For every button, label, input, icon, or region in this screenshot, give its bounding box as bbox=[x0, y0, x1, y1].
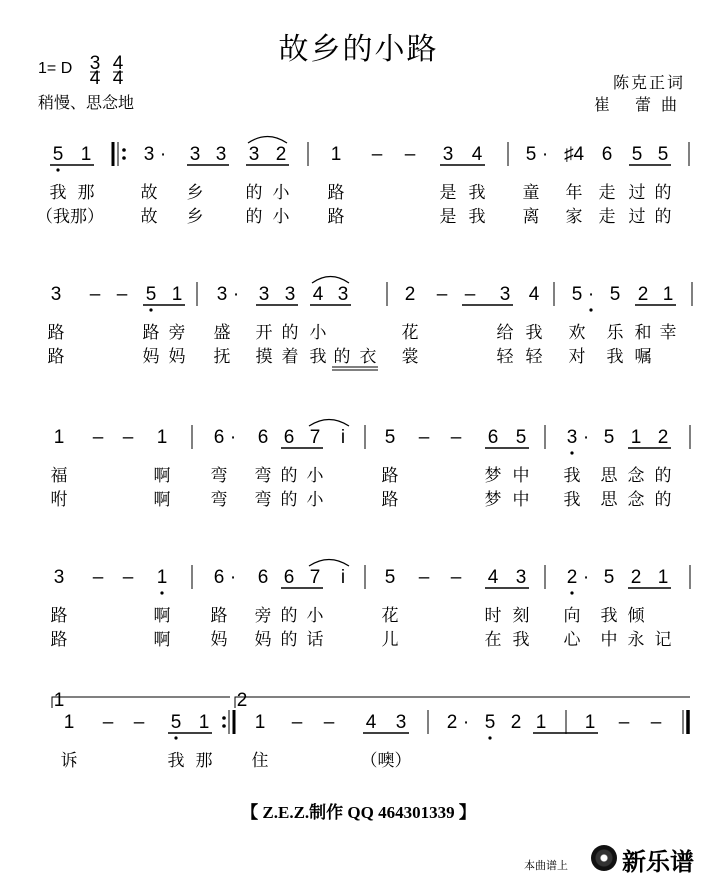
dash-sustain: – bbox=[89, 284, 101, 305]
lyric-verse-2: 思 bbox=[600, 490, 618, 510]
jianpu-note: 1 bbox=[584, 712, 596, 733]
jianpu-note: 4 bbox=[365, 712, 377, 733]
lyric-verse-2: 我 bbox=[468, 207, 486, 227]
jianpu-note: 1 bbox=[330, 144, 342, 165]
lyric-verse-1: 旁 bbox=[254, 606, 272, 626]
dot-augment: · bbox=[229, 427, 237, 448]
dash-sustain: – bbox=[436, 284, 448, 305]
lyric-verse-1: 路 bbox=[47, 323, 65, 343]
jianpu-note: 2 bbox=[404, 284, 416, 305]
lyric-verse-1: 住 bbox=[251, 751, 269, 771]
dash-sustain: – bbox=[418, 427, 430, 448]
lyric-verse-2: 妈 bbox=[210, 630, 228, 650]
dash-sustain: – bbox=[133, 712, 145, 733]
dot-augment: · bbox=[229, 567, 237, 588]
lyric-verse-2: 对 bbox=[568, 347, 586, 367]
lyric-verse-1: 小 bbox=[306, 466, 324, 486]
lyric-verse-2: 啊 bbox=[153, 490, 171, 510]
lyric-verse-1: 和 bbox=[634, 323, 652, 343]
lyric-verse-1: 的 bbox=[654, 183, 672, 203]
low-octave-dot bbox=[488, 736, 491, 739]
jianpu-note: 5 bbox=[515, 427, 527, 448]
lyric-verse-2: 妈 bbox=[168, 347, 186, 367]
jianpu-note: 3 bbox=[499, 284, 511, 305]
tempo-marking: 稍慢、思念地 bbox=[38, 93, 135, 112]
lyric-verse-1: 年 bbox=[565, 183, 583, 203]
jianpu-note: 2 bbox=[630, 567, 642, 588]
jianpu-note: 3 bbox=[143, 144, 155, 165]
time-sig-numerator: 4 bbox=[112, 53, 124, 74]
repeat-dot bbox=[222, 724, 226, 728]
jianpu-note: 3 bbox=[248, 144, 260, 165]
lyric-verse-1: 路 bbox=[142, 323, 160, 343]
jianpu-note: 1 bbox=[254, 712, 266, 733]
lyric-verse-2: 路 bbox=[327, 207, 345, 227]
lyric-verse-1: 旁 bbox=[168, 323, 186, 343]
dash-sustain: – bbox=[404, 144, 416, 165]
lyric-verse-1: 倾 bbox=[627, 606, 645, 626]
dash-sustain: – bbox=[122, 427, 134, 448]
lyric-verse-2: 我 bbox=[512, 630, 530, 650]
jianpu-note: 5 bbox=[384, 427, 396, 448]
volta-number-2: 2 bbox=[236, 690, 248, 711]
jianpu-note: 2 bbox=[637, 284, 649, 305]
jianpu-note: 5 bbox=[484, 712, 496, 733]
jianpu-note: 3 bbox=[53, 567, 65, 588]
lyric-verse-1: 乡 bbox=[186, 183, 204, 203]
lyric-verse-1: 向 bbox=[563, 606, 581, 626]
lyric-verse-1: 是 bbox=[439, 183, 457, 203]
lyric-verse-1: 的 bbox=[280, 466, 298, 486]
lyric-verse-1: 我 bbox=[600, 606, 618, 626]
lyricist-credit: 陈克正词 bbox=[612, 73, 685, 92]
lyric-verse-1: 思 bbox=[600, 466, 618, 486]
slur-arc bbox=[312, 277, 349, 284]
dash-sustain: – bbox=[122, 567, 134, 588]
song-title: 故乡的小路 bbox=[278, 32, 439, 67]
jianpu-note: 6 bbox=[283, 567, 295, 588]
jianpu-note: 3 bbox=[566, 427, 578, 448]
jianpu-note: 1 bbox=[657, 567, 669, 588]
jianpu-note: 5 bbox=[170, 712, 182, 733]
lyric-verse-1: 啊 bbox=[153, 466, 171, 486]
lyric-verse-2: 小 bbox=[306, 490, 324, 510]
low-octave-dot bbox=[589, 308, 592, 311]
lyric-verse-2: 在 bbox=[484, 630, 502, 650]
jianpu-note: 2 bbox=[446, 712, 458, 733]
lyric-verse-2: 儿 bbox=[381, 630, 399, 650]
jianpu-note: 1 bbox=[630, 427, 642, 448]
lyric-verse-1: 路 bbox=[210, 606, 228, 626]
jianpu-note: 3 bbox=[395, 712, 407, 733]
lyric-verse-1: 幸 bbox=[659, 323, 677, 343]
lyric-verse-1: 路 bbox=[381, 466, 399, 486]
lyric-verse-1: 的 bbox=[245, 183, 263, 203]
time-sig-denominator: 4 bbox=[89, 68, 101, 89]
jianpu-note: 7 bbox=[309, 567, 321, 588]
lyric-verse-1: 刻 bbox=[512, 606, 530, 626]
jianpu-note: 7 bbox=[309, 427, 321, 448]
volta-number-1: 1 bbox=[53, 690, 65, 711]
lyric-verse-2: 心 bbox=[563, 630, 581, 650]
lyric-verse-2: 的 bbox=[280, 630, 298, 650]
lyric-verse-2: 念 bbox=[627, 490, 645, 510]
lyric-verse-2: 离 bbox=[522, 207, 540, 227]
jianpu-note: 5 bbox=[384, 567, 396, 588]
lyric-verse-2: 轻 bbox=[496, 347, 514, 367]
jianpu-note: 1 bbox=[198, 712, 210, 733]
jianpu-note: 5 bbox=[145, 284, 157, 305]
lyric-verse-2: 妈 bbox=[142, 347, 160, 367]
lyric-verse-1: 花 bbox=[401, 323, 419, 343]
dash-sustain: – bbox=[92, 567, 104, 588]
lyric-verse-2: 路 bbox=[47, 347, 65, 367]
composer-credit: 崔 蕾曲 bbox=[593, 95, 687, 114]
dash-sustain: – bbox=[418, 567, 430, 588]
jianpu-note: 1 bbox=[63, 712, 75, 733]
lyric-verse-2: 衣 bbox=[359, 347, 377, 367]
dot-augment: · bbox=[541, 144, 549, 165]
key-label: 1= D bbox=[38, 60, 73, 77]
lyric-verse-2: 的 bbox=[654, 207, 672, 227]
lyric-verse-2: 的 bbox=[280, 490, 298, 510]
lyric-verse-2: 的 bbox=[245, 207, 263, 227]
jianpu-note: 1 bbox=[171, 284, 183, 305]
jianpu-note: 1 bbox=[535, 712, 547, 733]
jianpu-note: 3 bbox=[337, 284, 349, 305]
lyric-verse-2: 嘱 bbox=[634, 347, 652, 367]
jianpu-note: 3 bbox=[50, 284, 62, 305]
lyric-verse-2: 我 bbox=[309, 347, 327, 367]
lyric-verse-2: 走 bbox=[598, 207, 616, 227]
dot-augment: · bbox=[582, 427, 590, 448]
lyric-verse-1: 乐 bbox=[606, 323, 624, 343]
lyric-verse-1: （噢） bbox=[360, 751, 412, 771]
volta-bracket-1 bbox=[52, 697, 230, 708]
jianpu-note: 2 bbox=[275, 144, 287, 165]
lyric-verse-1: 我 bbox=[49, 183, 67, 203]
lyric-verse-1: 的 bbox=[281, 323, 299, 343]
lyric-verse-2: 乡 bbox=[186, 207, 204, 227]
jianpu-note: 1 bbox=[156, 427, 168, 448]
jianpu-note: 1 bbox=[80, 144, 92, 165]
lyric-verse-2: 抚 bbox=[213, 347, 231, 367]
lyric-verse-2: 路 bbox=[381, 490, 399, 510]
jianpu-note: ♯4 bbox=[563, 144, 585, 165]
dash-sustain: – bbox=[618, 712, 630, 733]
repeat-dot bbox=[122, 156, 126, 160]
jianpu-note: 5 bbox=[52, 144, 64, 165]
lyric-verse-1: 那 bbox=[77, 183, 95, 203]
lyric-verse-2: 的 bbox=[654, 490, 672, 510]
footer-note: 本曲谱上 bbox=[524, 859, 568, 872]
lyric-verse-1: 过 bbox=[628, 183, 646, 203]
lyric-verse-1: 我 bbox=[167, 751, 185, 771]
jianpu-note: 6 bbox=[257, 567, 269, 588]
lyric-verse-2: 话 bbox=[306, 630, 324, 650]
lyric-verse-2: 咐 bbox=[50, 490, 68, 510]
jianpu-note: 5 bbox=[603, 567, 615, 588]
jianpu-note: 1 bbox=[156, 567, 168, 588]
jianpu-note: 5 bbox=[609, 284, 621, 305]
site-logo: 新乐谱 bbox=[622, 848, 694, 876]
lyric-verse-1: 那 bbox=[195, 751, 213, 771]
lyric-verse-1: 开 bbox=[255, 323, 273, 343]
dash-sustain: – bbox=[291, 712, 303, 733]
lyric-verse-2: 的 bbox=[333, 347, 351, 367]
dot-augment: · bbox=[232, 284, 240, 305]
jianpu-note: 5 bbox=[657, 144, 669, 165]
lyric-verse-2: 是 bbox=[439, 207, 457, 227]
lyric-verse-2: 轻 bbox=[525, 347, 543, 367]
jianpu-note: 3 bbox=[442, 144, 454, 165]
jianpu-note: 1 bbox=[53, 427, 65, 448]
time-sig-numerator: 3 bbox=[89, 53, 101, 74]
dash-sustain: – bbox=[102, 712, 114, 733]
lyric-verse-1: 小 bbox=[309, 323, 327, 343]
lyric-verse-1: 诉 bbox=[60, 751, 78, 771]
jianpu-note: 3 bbox=[258, 284, 270, 305]
lyric-verse-2: 路 bbox=[50, 630, 68, 650]
slur-arc bbox=[309, 560, 349, 567]
jianpu-note: 5 bbox=[525, 144, 537, 165]
jianpu-note: 2 bbox=[510, 712, 522, 733]
lyric-verse-1: 我 bbox=[468, 183, 486, 203]
lyric-verse-2: 小 bbox=[272, 207, 290, 227]
dot-augment: · bbox=[582, 567, 590, 588]
lyric-verse-1: 我 bbox=[563, 466, 581, 486]
jianpu-note: 6 bbox=[283, 427, 295, 448]
jianpu-note: 6 bbox=[213, 427, 225, 448]
lyric-verse-2: 妈 bbox=[254, 630, 272, 650]
dash-sustain: – bbox=[650, 712, 662, 733]
jianpu-note: 6 bbox=[257, 427, 269, 448]
lyric-verse-2: 裳 bbox=[401, 347, 419, 367]
jianpu-note: 2 bbox=[657, 427, 669, 448]
jianpu-note: 4 bbox=[471, 144, 483, 165]
lyric-verse-1: 啊 bbox=[153, 606, 171, 626]
lyric-verse-1: 时 bbox=[484, 606, 502, 626]
lyric-verse-2: 过 bbox=[628, 207, 646, 227]
lyric-verse-2: （我那） bbox=[36, 207, 104, 227]
jianpu-note: 5 bbox=[631, 144, 643, 165]
jianpu-note: i bbox=[340, 427, 346, 448]
low-octave-dot bbox=[570, 591, 573, 594]
jianpu-note: 6 bbox=[213, 567, 225, 588]
dot-augment: · bbox=[587, 284, 595, 305]
lyric-verse-1: 花 bbox=[381, 606, 399, 626]
dash-sustain: – bbox=[92, 427, 104, 448]
lyric-verse-1: 弯 bbox=[254, 466, 272, 486]
dash-sustain: – bbox=[323, 712, 335, 733]
slur-arc bbox=[309, 420, 349, 427]
low-octave-dot bbox=[570, 451, 573, 454]
lyric-verse-2: 啊 bbox=[153, 630, 171, 650]
dash-sustain: – bbox=[116, 284, 128, 305]
jianpu-note: 2 bbox=[566, 567, 578, 588]
lyric-verse-1: 小 bbox=[306, 606, 324, 626]
lyric-verse-2: 弯 bbox=[254, 490, 272, 510]
jianpu-note: 3 bbox=[216, 284, 228, 305]
lyric-verse-1: 路 bbox=[327, 183, 345, 203]
repeat-dot bbox=[222, 716, 226, 720]
jianpu-note: 4 bbox=[487, 567, 499, 588]
jianpu-note: 1 bbox=[662, 284, 674, 305]
lyric-verse-2: 故 bbox=[140, 207, 158, 227]
lyric-verse-1: 福 bbox=[50, 466, 68, 486]
jianpu-note: 3 bbox=[215, 144, 227, 165]
lyric-verse-2: 中 bbox=[600, 630, 618, 650]
lyric-verse-1: 欢 bbox=[568, 323, 586, 343]
lyric-verse-1: 童 bbox=[522, 183, 540, 203]
dash-sustain: – bbox=[450, 567, 462, 588]
lyric-verse-1: 走 bbox=[598, 183, 616, 203]
dash-sustain: – bbox=[464, 284, 476, 305]
lyric-verse-1: 中 bbox=[512, 466, 530, 486]
lyric-verse-1: 给 bbox=[496, 323, 514, 343]
lyric-verse-2: 中 bbox=[512, 490, 530, 510]
jianpu-note: 4 bbox=[528, 284, 540, 305]
lyric-verse-1: 弯 bbox=[210, 466, 228, 486]
low-octave-dot bbox=[56, 168, 59, 171]
jianpu-note: 5 bbox=[603, 427, 615, 448]
lyric-verse-1: 路 bbox=[50, 606, 68, 626]
time-sig-denominator: 4 bbox=[112, 68, 124, 89]
jianpu-note: 4 bbox=[312, 284, 324, 305]
lyric-verse-2: 梦 bbox=[484, 490, 502, 510]
lyric-verse-1: 的 bbox=[280, 606, 298, 626]
jianpu-note: 3 bbox=[515, 567, 527, 588]
lyric-verse-1: 故 bbox=[140, 183, 158, 203]
volta-bracket-2 bbox=[235, 697, 690, 708]
slur-arc bbox=[248, 137, 287, 144]
lyric-verse-2: 记 bbox=[654, 630, 672, 650]
lyric-verse-2: 我 bbox=[606, 347, 624, 367]
lyric-verse-1: 我 bbox=[525, 323, 543, 343]
lyric-verse-2: 着 bbox=[281, 347, 299, 367]
jianpu-note: 6 bbox=[487, 427, 499, 448]
dash-sustain: – bbox=[450, 427, 462, 448]
lyric-verse-2: 弯 bbox=[210, 490, 228, 510]
lyric-verse-2: 永 bbox=[627, 630, 645, 650]
lyric-verse-1: 盛 bbox=[213, 323, 231, 343]
lyric-verse-2: 摸 bbox=[255, 347, 273, 367]
lyric-verse-1: 小 bbox=[272, 183, 290, 203]
jianpu-note: 6 bbox=[601, 144, 613, 165]
lyric-verse-1: 梦 bbox=[484, 466, 502, 486]
lyric-verse-1: 的 bbox=[654, 466, 672, 486]
jianpu-note: 3 bbox=[189, 144, 201, 165]
record-logo-icon bbox=[591, 845, 617, 871]
jianpu-note: 3 bbox=[284, 284, 296, 305]
maker-credit: 【 Z.E.Z.制作 QQ 464301339 】 bbox=[241, 803, 476, 822]
lyric-verse-1: 念 bbox=[627, 466, 645, 486]
dot-augment: · bbox=[462, 712, 470, 733]
lyric-verse-2: 家 bbox=[565, 207, 583, 227]
jianpu-note: i bbox=[340, 567, 346, 588]
repeat-dot bbox=[122, 148, 126, 152]
low-octave-dot bbox=[160, 591, 163, 594]
lyric-verse-2: 我 bbox=[563, 490, 581, 510]
jianpu-note: 5 bbox=[571, 284, 583, 305]
low-octave-dot bbox=[149, 308, 152, 311]
low-octave-dot bbox=[174, 736, 177, 739]
dot-augment: · bbox=[159, 144, 167, 165]
dash-sustain: – bbox=[371, 144, 383, 165]
